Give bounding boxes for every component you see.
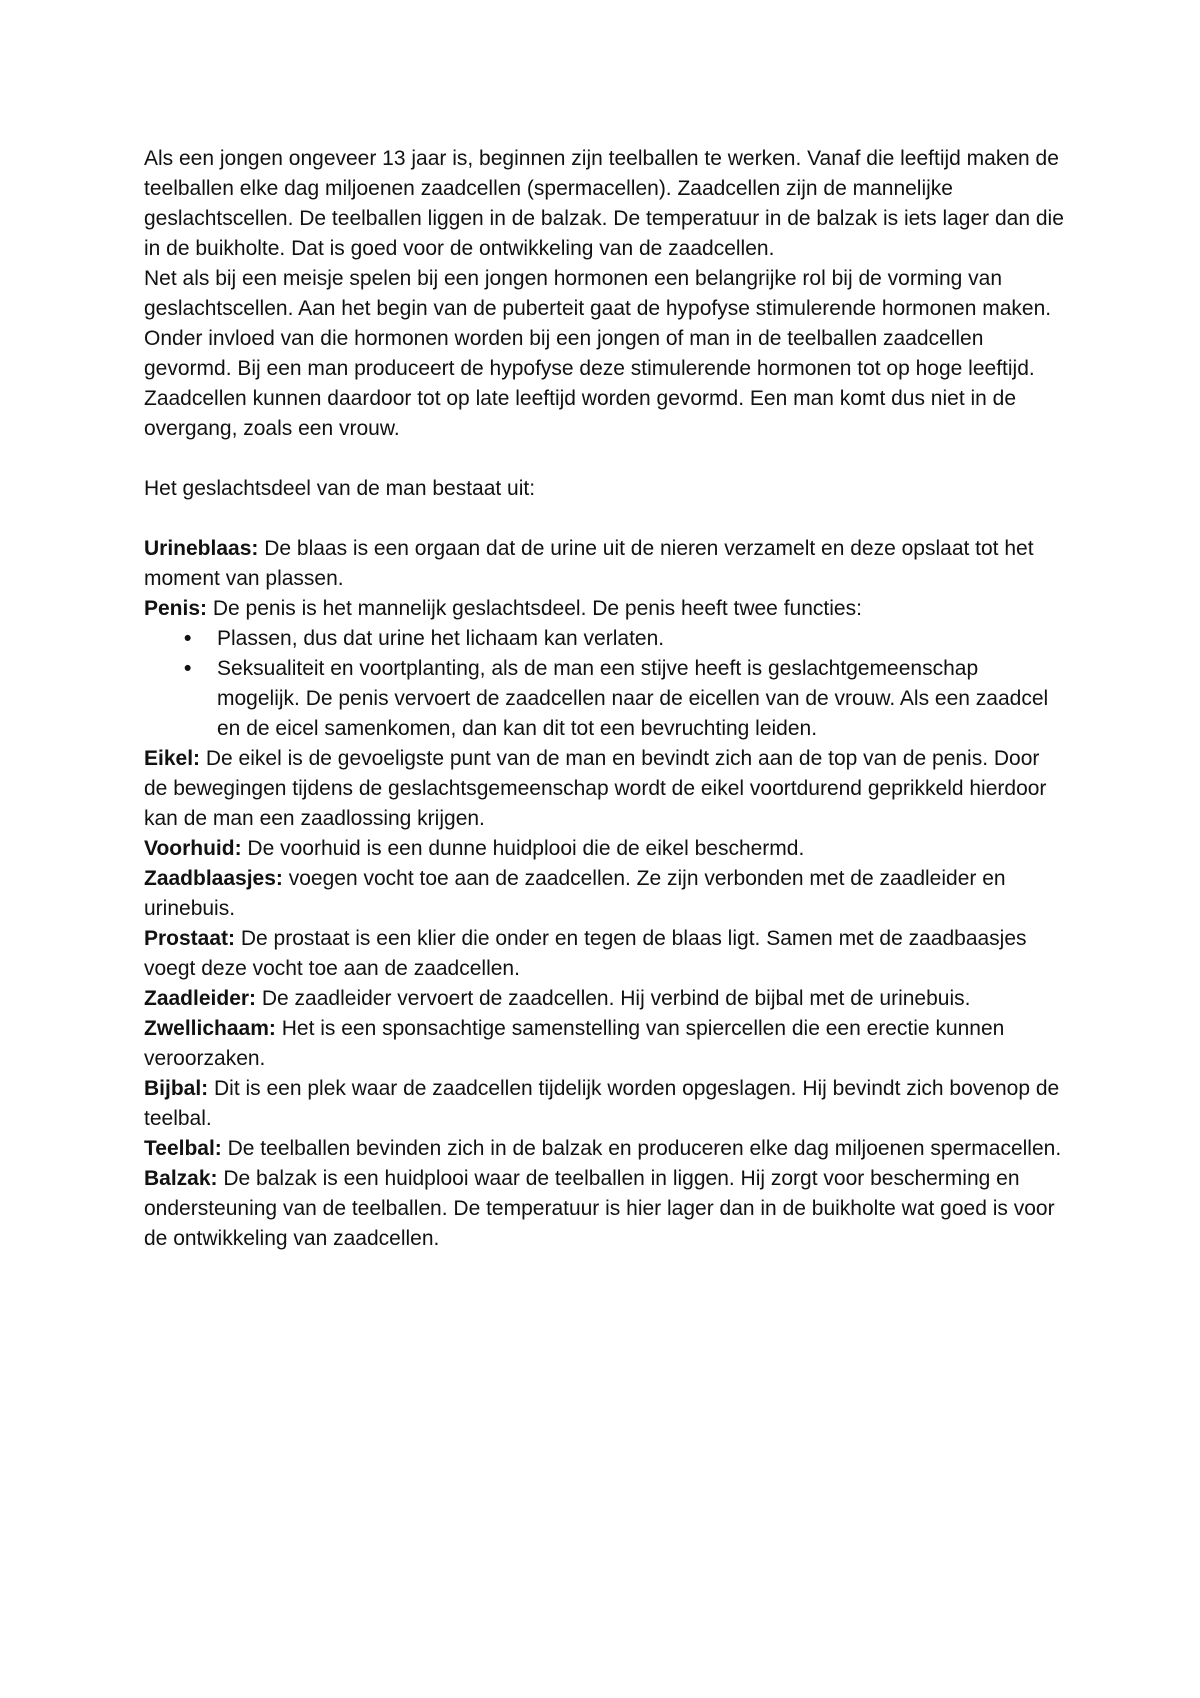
definition-zwellichaam bbox=[144, 1014, 1064, 1074]
term-label: Penis: bbox=[144, 597, 208, 620]
definition-teelbal bbox=[144, 1134, 1064, 1164]
definition-penis bbox=[144, 594, 1064, 624]
list-item bbox=[144, 654, 1064, 744]
term-text: De eikel is de gevoeligste punt van de man en bevindt zich aan de top van de penis. Door de bewegingen tijdens de geslachtsgemeenschap wordt de eikel voortdurend geprikkeld hierdoor kan de man een zaadlossing krijgen. bbox=[144, 747, 1047, 830]
penis-functions-list bbox=[144, 624, 1064, 744]
term-label: Zaadblaasjes: bbox=[144, 867, 283, 890]
term-text: De zaadleider vervoert de zaadcellen. Hij verbind de bijbal met de urinebuis. bbox=[256, 987, 971, 1010]
term-text: De teelballen bevinden zich in de balzak en produceren elke dag miljoenen spermacellen. bbox=[221, 1137, 1062, 1160]
term-text: De balzak is een huidplooi waar de teelballen in liggen. Hij zorgt voor bescherming en ondersteuning van de teelballen. De temperatuur is hier lager dan in de buikholte wat goed is voor de ontwikkeling van zaadcellen. bbox=[144, 1167, 1055, 1250]
term-label: Bijbal: bbox=[144, 1077, 209, 1100]
definition-eikel bbox=[144, 744, 1064, 834]
term-text: Het is een sponsachtige samenstelling van spiercellen die een erectie kunnen veroorzaken. bbox=[144, 1017, 1005, 1070]
blank-line bbox=[144, 444, 1064, 474]
term-text: voegen vocht toe aan de zaadcellen. Ze zijn verbonden met de zaadleider en urinebuis. bbox=[144, 867, 1006, 920]
term-label: Zwellichaam: bbox=[144, 1017, 276, 1040]
intro-paragraph-1: Als een jongen ongeveer 13 jaar is, beginnen zijn teelballen te werken. Vanaf die leeftijd maken de teelballen elke dag miljoenen zaadcellen (spermacellen). Zaadcellen zijn de mannelijke geslachtscellen. De teelballen liggen in de balzak. De temperatuur in de balzak is iets lager dan die in de buikholte. Dat is goed voor de ontwikkeling van de zaadcellen. bbox=[144, 147, 1064, 260]
term-text: De prostaat is een klier die onder en tegen de blaas ligt. Samen met de zaadbaasjes voegt deze vocht toe aan de zaadcellen. bbox=[144, 927, 1027, 980]
term-text: De blaas is een orgaan dat de urine uit de nieren verzamelt en deze opslaat tot het moment van plassen. bbox=[144, 537, 1034, 590]
term-text: Dit is een plek waar de zaadcellen tijdelijk worden opgeslagen. Hij bevindt zich bovenop de teelbal. bbox=[144, 1077, 1060, 1130]
definition-voorhuid bbox=[144, 834, 1064, 864]
list-heading: Het geslachtsdeel van de man bestaat uit: bbox=[144, 477, 536, 500]
bullet-icon: • bbox=[184, 657, 192, 680]
definition-zaadblaasjes bbox=[144, 864, 1064, 924]
intro-paragraph-2: Net als bij een meisje spelen bij een jongen hormonen een belangrijke rol bij de vorming van geslachtscellen. Aan het begin van de puberteit gaat de hypofyse stimulerende hormonen maken. Onder invloed van die hormonen worden bij een jongen of man in de teelballen zaadcellen gevormd. Bij een man produceert de hypofyse deze stimulerende hormonen tot op hoge leeftijd. Zaadcellen kunnen daardoor tot op late leeftijd worden gevormd. Een man komt dus niet in de overgang, zoals een vrouw. bbox=[144, 267, 1052, 440]
bullet-icon: • bbox=[184, 627, 192, 650]
term-label: Eikel: bbox=[144, 747, 201, 770]
definition-bijbal bbox=[144, 1074, 1064, 1134]
document-body bbox=[144, 144, 1064, 1254]
term-label: Prostaat: bbox=[144, 927, 236, 950]
definition-balzak bbox=[144, 1164, 1064, 1254]
term-label: Urineblaas: bbox=[144, 537, 259, 560]
definition-zaadleider bbox=[144, 984, 1064, 1014]
blank-line bbox=[144, 504, 1064, 534]
term-label: Balzak: bbox=[144, 1167, 218, 1190]
list-item-text: Plassen, dus dat urine het lichaam kan verlaten. bbox=[217, 627, 665, 650]
term-label: Voorhuid: bbox=[144, 837, 242, 860]
definition-prostaat bbox=[144, 924, 1064, 984]
term-text: De voorhuid is een dunne huidplooi die de eikel beschermd. bbox=[241, 837, 805, 860]
term-label: Zaadleider: bbox=[144, 987, 257, 1010]
list-item bbox=[144, 624, 1064, 654]
term-label: Teelbal: bbox=[144, 1137, 222, 1160]
definition-urineblaas bbox=[144, 534, 1064, 594]
list-item-text: Seksualiteit en voortplanting, als de man een stijve heeft is geslachtgemeenschap mogelijk. De penis vervoert de zaadcellen naar de eicellen van de vrouw. Als een zaadcel en de eicel samenkomen, dan kan dit tot een bevruchting leiden. bbox=[217, 657, 1049, 740]
term-text: De penis is het mannelijk geslachtsdeel. De penis heeft twee functies: bbox=[207, 597, 862, 620]
